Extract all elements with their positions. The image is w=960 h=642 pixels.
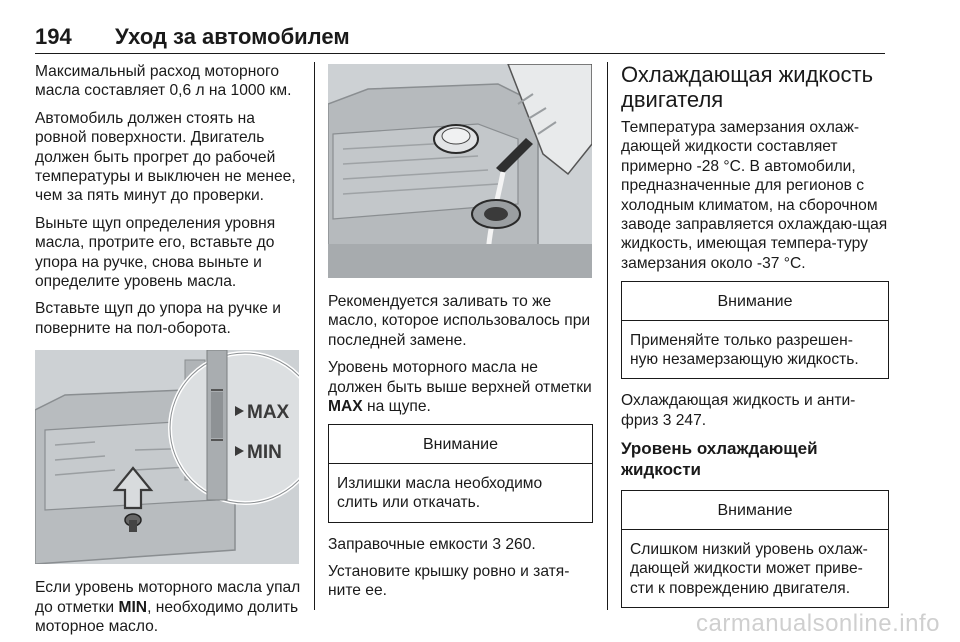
column-2 xyxy=(328,62,593,609)
page-number: 194 xyxy=(35,24,72,49)
dipstick-max-label: MAX xyxy=(247,402,290,424)
warning-title: Внимание xyxy=(329,425,592,463)
paragraph-install-cap: Установите крышку ровно и затя-ните ее. xyxy=(328,563,570,600)
paragraph-capacities: Заправочные емкости 3 260. xyxy=(328,535,536,553)
page-ref-icon[interactable]: 3 xyxy=(492,535,502,553)
warning-body: Слишком низкий уровень охлаж-дающей жидкости может приве-сти к повреждению двигателя. xyxy=(630,540,868,597)
column-3 xyxy=(621,62,889,620)
paragraph-insert-dipstick: Вставьте щуп до упора на ручке и поверните на пол-оборота. xyxy=(35,300,282,337)
paragraph-max-level: Уровень моторного масла не должен быть выше верхней отметки MAX на щупе. xyxy=(328,359,592,416)
warning-box-low-coolant xyxy=(621,490,889,608)
max-mark: MAX xyxy=(328,398,363,416)
paragraph-coolant-ref: Охлаждающая жидкость и анти-фриз 3 247. xyxy=(621,392,856,429)
page-header xyxy=(35,22,885,54)
paragraph-min-level: Если уровень моторного масла упал до отметки MIN, необходимо долить моторное масло. xyxy=(35,579,301,636)
warning-body: Применяйте только разрешен-ную незамерзающую жидкость. xyxy=(630,331,859,369)
warning-body: Излишки масла необходимо слить или откачать. xyxy=(337,474,543,512)
chapter-title: Уход за автомобилем xyxy=(115,24,350,49)
column-divider-2 xyxy=(607,62,608,610)
dipstick-drawing xyxy=(35,350,299,564)
section-heading-coolant: Охлаждающая жидкость двигателя xyxy=(621,62,874,112)
warning-box-excess-oil xyxy=(328,424,593,522)
warning-title: Внимание xyxy=(622,491,888,529)
paragraph-freezing-point: Температура замерзания охлаж-дающей жидкости составляет примерно -28 °C. В автомобили, предназначенные для регионов с холодным климатом, на сборочном заводе заправляется охлаждаю-щая жидкость, имеющая темпера-туру замерзания около -37 °C. xyxy=(621,119,888,272)
oil-fill-illustration xyxy=(328,64,592,278)
page-ref-icon[interactable]: 3 xyxy=(662,411,672,429)
column-divider-1 xyxy=(314,62,315,610)
dipstick-illustration xyxy=(35,350,299,564)
dipstick-min-label: MIN xyxy=(247,442,282,464)
watermark: carmanualsonline.info xyxy=(696,610,940,637)
column-1 xyxy=(35,62,302,642)
paragraph-vehicle-level: Автомобиль должен стоять на ровной поверхности. Двигатель должен быть прогрет до рабочей температуры и выключен не менее, чем за пять минут до проверки. xyxy=(35,109,296,205)
paragraph-same-oil: Рекомендуется заливать то же масло, которое использовалось при последней замене. xyxy=(328,293,591,349)
warning-box-approved-coolant xyxy=(621,281,889,379)
paragraph-pull-dipstick: Выньте щуп определения уровня масла, протрите его, вставьте до упора на ручке, снова выньте и определите уровень масла. xyxy=(35,214,276,291)
warning-title: Внимание xyxy=(622,282,888,320)
subheading-coolant-level: Уровень охлаждающей жидкости xyxy=(621,439,818,480)
oil-fill-drawing xyxy=(328,64,592,278)
paragraph-oil-consumption: Максимальный расход моторного масла составляет 0,6 л на 1000 км. xyxy=(35,63,292,100)
min-mark: MIN xyxy=(118,598,148,616)
